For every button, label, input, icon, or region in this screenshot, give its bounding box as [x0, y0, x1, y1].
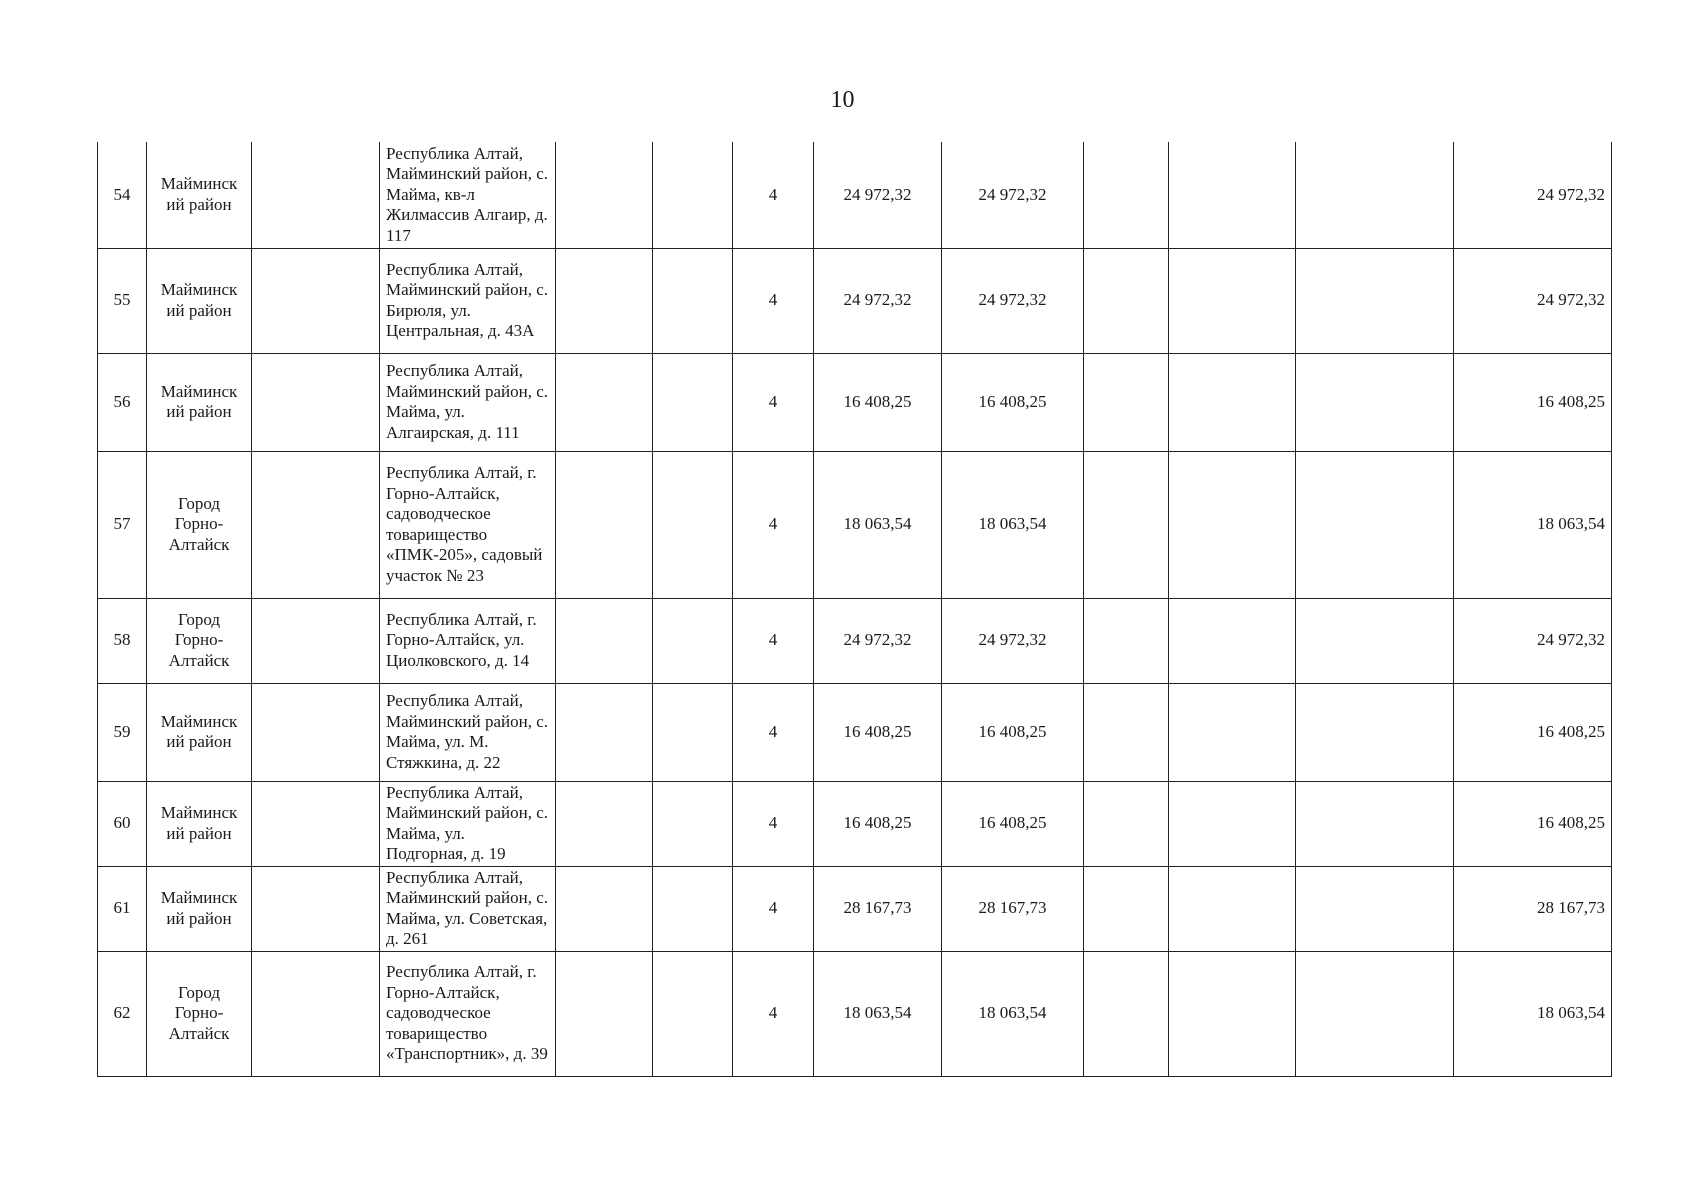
count-cell: 4: [733, 451, 814, 598]
empty-cell: [556, 683, 653, 781]
row-number: 56: [98, 353, 147, 451]
empty-cell: [1084, 781, 1169, 866]
empty-cell: [252, 683, 380, 781]
amount-cell: 16 408,25: [942, 353, 1084, 451]
table-row: [98, 353, 1612, 451]
count-cell: 4: [733, 142, 814, 248]
amount-cell: 24 972,32: [814, 142, 942, 248]
total-cell: 18 063,54: [1454, 451, 1612, 598]
address-cell: [380, 248, 556, 353]
address-cell: [380, 683, 556, 781]
row-number: 54: [98, 142, 147, 248]
table-row: [98, 683, 1612, 781]
total-cell: 24 972,32: [1454, 142, 1612, 248]
amount-cell: 28 167,73: [942, 866, 1084, 951]
empty-cell: [1084, 248, 1169, 353]
address-cell: [380, 598, 556, 683]
empty-cell: [653, 142, 733, 248]
empty-cell: [1296, 353, 1454, 451]
municipality-cell: Майминск ий район: [147, 683, 252, 781]
empty-cell: [653, 683, 733, 781]
amount-cell: 18 063,54: [942, 451, 1084, 598]
empty-cell: [653, 353, 733, 451]
amount-cell: 18 063,54: [942, 951, 1084, 1076]
address-cell: [380, 781, 556, 866]
empty-cell: [653, 781, 733, 866]
page-number: 10: [830, 87, 855, 113]
empty-cell: [1296, 598, 1454, 683]
table-row: [98, 451, 1612, 598]
empty-cell: [1169, 866, 1296, 951]
empty-cell: [1169, 451, 1296, 598]
empty-cell: [1296, 451, 1454, 598]
empty-cell: [556, 353, 653, 451]
register-table: [97, 142, 1612, 1077]
address-text: Республика Алтай, г. Горно-Алтайск, ул. Циолковского, д. 14: [386, 609, 537, 670]
address-text: Республика Алтай, Майминский район, с. Майма, ул. Советская, д. 261: [386, 867, 548, 948]
empty-cell: [1084, 451, 1169, 598]
address-text: Республика Алтай, Майминский район, с. Бирюля, ул. Центральная, д. 43А: [386, 259, 548, 340]
row-number: 55: [98, 248, 147, 353]
amount-cell: 24 972,32: [814, 598, 942, 683]
empty-cell: [653, 951, 733, 1076]
empty-cell: [1169, 683, 1296, 781]
total-cell: 16 408,25: [1454, 353, 1612, 451]
table-row: [98, 951, 1612, 1076]
amount-cell: 24 972,32: [942, 598, 1084, 683]
empty-cell: [252, 451, 380, 598]
empty-cell: [556, 598, 653, 683]
empty-cell: [1169, 353, 1296, 451]
amount-cell: 16 408,25: [814, 781, 942, 866]
empty-cell: [556, 866, 653, 951]
empty-cell: [1084, 683, 1169, 781]
address-cell: [380, 451, 556, 598]
empty-cell: [1084, 353, 1169, 451]
empty-cell: [1084, 598, 1169, 683]
empty-cell: [252, 353, 380, 451]
total-cell: 24 972,32: [1454, 598, 1612, 683]
empty-cell: [252, 598, 380, 683]
amount-cell: 24 972,32: [942, 142, 1084, 248]
table-row: [98, 142, 1612, 248]
total-cell: 24 972,32: [1454, 248, 1612, 353]
empty-cell: [1169, 142, 1296, 248]
register-table-body: [98, 142, 1612, 1076]
address-text: Республика Алтай, г. Горно-Алтайск, садоводческое товарищество «ПМК-205», садовый участок № 23: [386, 463, 543, 585]
amount-cell: 24 972,32: [814, 248, 942, 353]
total-cell: 16 408,25: [1454, 683, 1612, 781]
empty-cell: [556, 951, 653, 1076]
empty-cell: [556, 781, 653, 866]
address-cell: [380, 353, 556, 451]
amount-cell: 16 408,25: [942, 683, 1084, 781]
table-row: [98, 866, 1612, 951]
empty-cell: [1296, 951, 1454, 1076]
empty-cell: [252, 142, 380, 248]
count-cell: 4: [733, 866, 814, 951]
address-text: Республика Алтай, г. Горно-Алтайск, садоводческое товарищество «Транспортник», д. 39: [386, 962, 548, 1064]
amount-cell: 16 408,25: [942, 781, 1084, 866]
amount-cell: 24 972,32: [942, 248, 1084, 353]
empty-cell: [252, 248, 380, 353]
municipality-cell: Майминск ий район: [147, 248, 252, 353]
empty-cell: [653, 866, 733, 951]
count-cell: 4: [733, 248, 814, 353]
empty-cell: [1169, 781, 1296, 866]
address-cell: [380, 142, 556, 248]
amount-cell: 16 408,25: [814, 353, 942, 451]
total-cell: 28 167,73: [1454, 866, 1612, 951]
municipality-cell: Майминск ий район: [147, 353, 252, 451]
municipality-cell: Майминск ий район: [147, 142, 252, 248]
empty-cell: [252, 866, 380, 951]
count-cell: 4: [733, 683, 814, 781]
count-cell: 4: [733, 353, 814, 451]
address-text: Республика Алтай, Майминский район, с. Майма, ул. Подгорная, д. 19: [386, 782, 548, 863]
municipality-cell: Город Горно-Алтайск: [147, 598, 252, 683]
empty-cell: [1084, 866, 1169, 951]
row-number: 60: [98, 781, 147, 866]
empty-cell: [653, 248, 733, 353]
row-number: 62: [98, 951, 147, 1076]
empty-cell: [1084, 142, 1169, 248]
row-number: 57: [98, 451, 147, 598]
address-text: Республика Алтай, Майминский район, с. Майма, ул. М. Стяжкина, д. 22: [386, 691, 548, 772]
empty-cell: [1169, 598, 1296, 683]
municipality-cell: Майминск ий район: [147, 866, 252, 951]
empty-cell: [252, 781, 380, 866]
address-text: Республика Алтай, Майминский район, с. Майма, ул. Алгаирская, д. 111: [386, 361, 548, 442]
municipality-cell: Город Горно-Алтайск: [147, 951, 252, 1076]
amount-cell: 28 167,73: [814, 866, 942, 951]
empty-cell: [1296, 248, 1454, 353]
row-number: 58: [98, 598, 147, 683]
table-row: [98, 781, 1612, 866]
address-cell: [380, 866, 556, 951]
amount-cell: 18 063,54: [814, 951, 942, 1076]
total-cell: 16 408,25: [1454, 781, 1612, 866]
empty-cell: [1169, 951, 1296, 1076]
empty-cell: [556, 451, 653, 598]
amount-cell: 18 063,54: [814, 451, 942, 598]
empty-cell: [1084, 951, 1169, 1076]
total-cell: 18 063,54: [1454, 951, 1612, 1076]
empty-cell: [1296, 142, 1454, 248]
count-cell: 4: [733, 951, 814, 1076]
empty-cell: [252, 951, 380, 1076]
municipality-cell: Город Горно-Алтайск: [147, 451, 252, 598]
empty-cell: [653, 598, 733, 683]
count-cell: 4: [733, 598, 814, 683]
municipality-cell: Майминск ий район: [147, 781, 252, 866]
empty-cell: [653, 451, 733, 598]
table-row: [98, 248, 1612, 353]
address-cell: [380, 951, 556, 1076]
empty-cell: [1296, 781, 1454, 866]
empty-cell: [1169, 248, 1296, 353]
empty-cell: [556, 248, 653, 353]
count-cell: 4: [733, 781, 814, 866]
empty-cell: [556, 142, 653, 248]
empty-cell: [1296, 683, 1454, 781]
amount-cell: 16 408,25: [814, 683, 942, 781]
empty-cell: [1296, 866, 1454, 951]
row-number: 59: [98, 683, 147, 781]
address-text: Республика Алтай, Майминский район, с. Майма, кв-л Жилмассив Алгаир, д. 117: [386, 143, 548, 245]
row-number: 61: [98, 866, 147, 951]
table-row: [98, 598, 1612, 683]
